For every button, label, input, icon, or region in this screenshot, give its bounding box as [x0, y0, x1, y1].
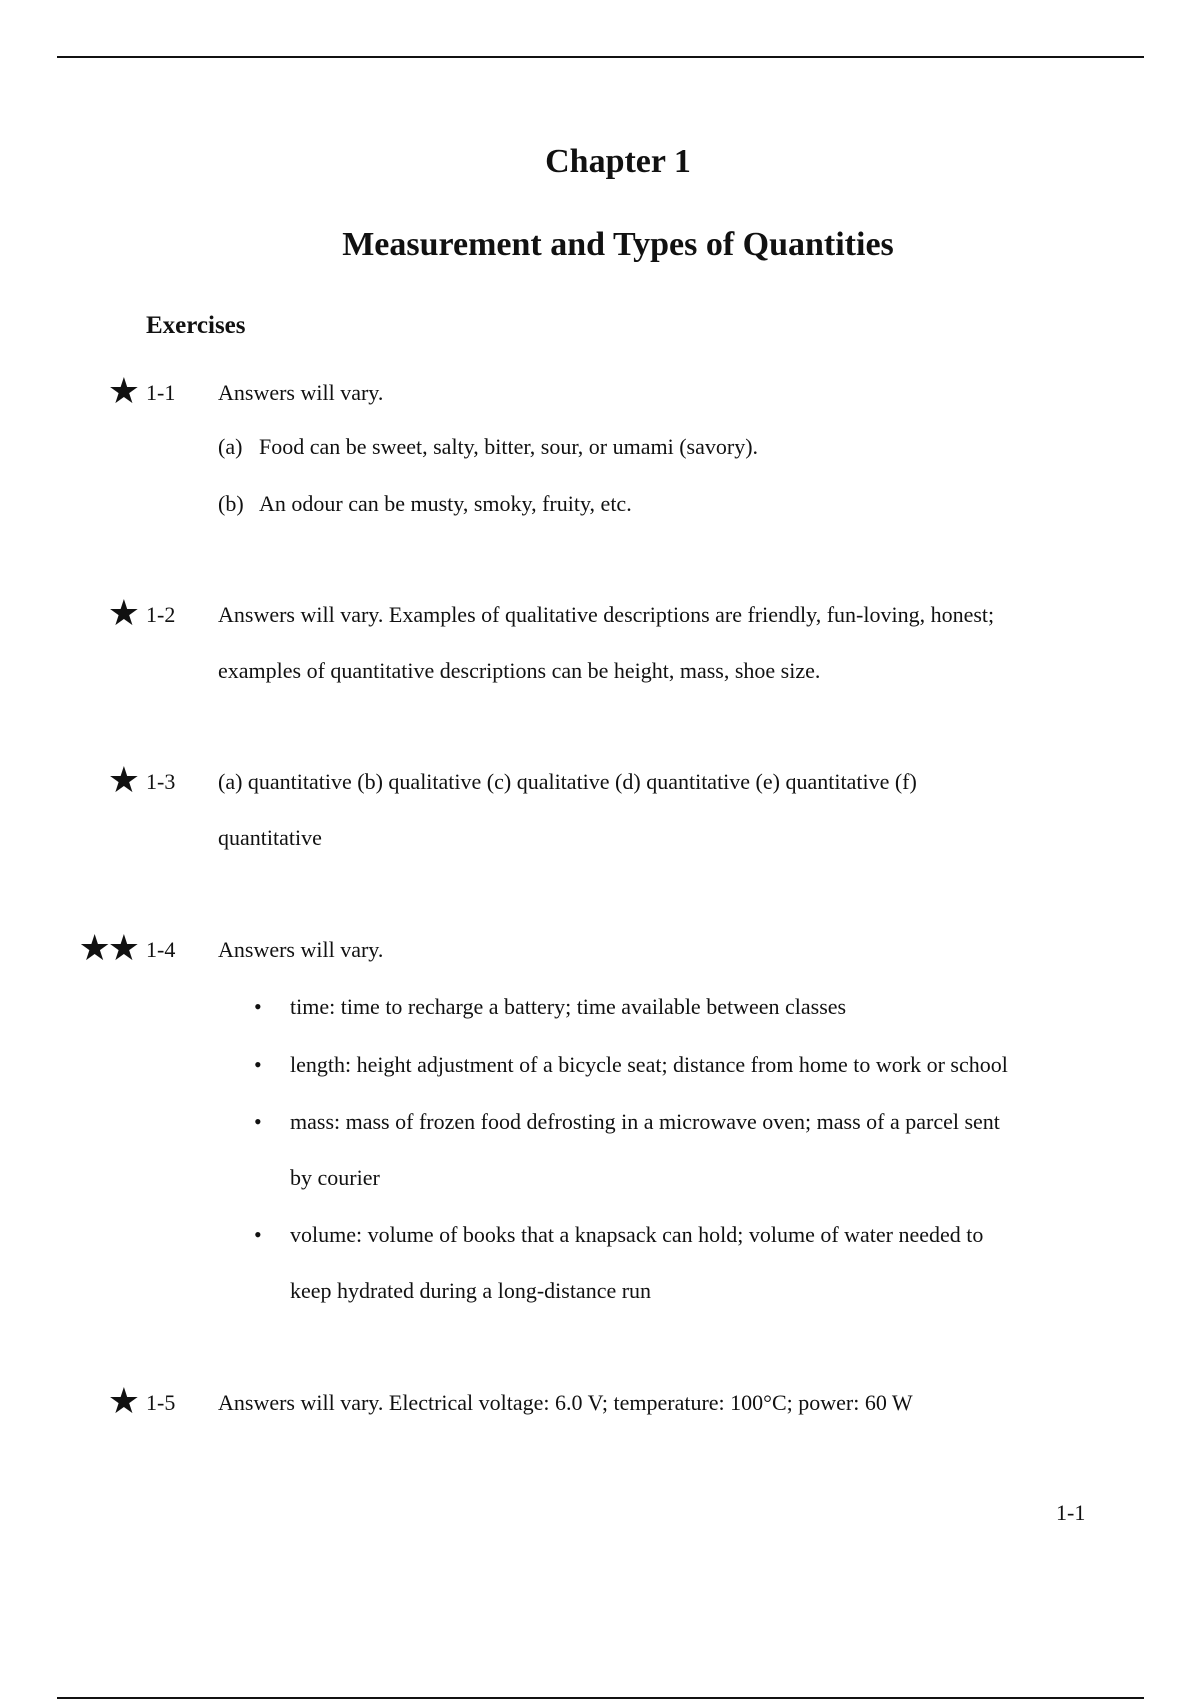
bullet-text: length: height adjustment of a bicycle seat; distance from home to work or school — [290, 1052, 1008, 1077]
exercise-text: Answers will vary. — [218, 937, 384, 962]
difficulty-star-icon: ★ — [107, 593, 137, 634]
chapter-subtitle: Measurement and Types of Quantities — [342, 226, 894, 263]
exercise-number: 1-3 — [146, 769, 176, 794]
difficulty-star-icon: ★ — [107, 1381, 137, 1422]
difficulty-star-icon: ★★ — [78, 928, 137, 969]
exercise-text: examples of quantitative descriptions can be height, mass, shoe size. — [218, 658, 821, 683]
bullet-text: volume: volume of books that a knapsack can hold; volume of water needed to — [290, 1222, 984, 1247]
exercise-text: (a) quantitative (b) qualitative (c) qualitative (d) quantitative (e) quantitative (f) — [218, 769, 917, 794]
exercise-number: 1-4 — [146, 937, 176, 962]
page-number: 1-1 — [1056, 1500, 1086, 1525]
bullet-icon: • — [254, 1109, 262, 1134]
exercise-text: Answers will vary. — [218, 380, 384, 405]
subitem-label: (b) — [218, 491, 244, 516]
bullet-icon: • — [254, 1222, 262, 1247]
bullet-icon: • — [254, 1052, 262, 1077]
subitem-label: (a) — [218, 434, 243, 459]
exercise-text: Answers will vary. Electrical voltage: 6.0 V; temperature: 100°C; power: 60 W — [218, 1390, 913, 1415]
bullet-icon: • — [254, 994, 262, 1019]
bullet-text: time: time to recharge a battery; time available between classes — [290, 994, 847, 1019]
bullet-text: by courier — [290, 1165, 380, 1190]
difficulty-star-icon: ★ — [107, 760, 137, 801]
subitem-text: Food can be sweet, salty, bitter, sour, or umami (savory). — [259, 434, 759, 459]
exercise-text: quantitative — [218, 825, 322, 850]
exercise-text: Answers will vary. Examples of qualitative descriptions are friendly, fun-loving, honest; — [218, 602, 995, 627]
section-heading: Exercises — [146, 312, 246, 339]
exercise-number: 1-1 — [146, 380, 176, 405]
bottom-rule — [57, 1697, 1144, 1699]
exercise-number: 1-5 — [146, 1390, 176, 1415]
bullet-text: keep hydrated during a long-distance run — [290, 1278, 652, 1303]
subitem-text: An odour can be musty, smoky, fruity, etc. — [259, 491, 632, 516]
exercise-number: 1-2 — [146, 602, 176, 627]
difficulty-star-icon: ★ — [107, 371, 137, 412]
bullet-text: mass: mass of frozen food defrosting in a microwave oven; mass of a parcel sent — [290, 1109, 1000, 1134]
chapter-title: Chapter 1 — [545, 143, 691, 180]
top-rule — [57, 56, 1144, 58]
